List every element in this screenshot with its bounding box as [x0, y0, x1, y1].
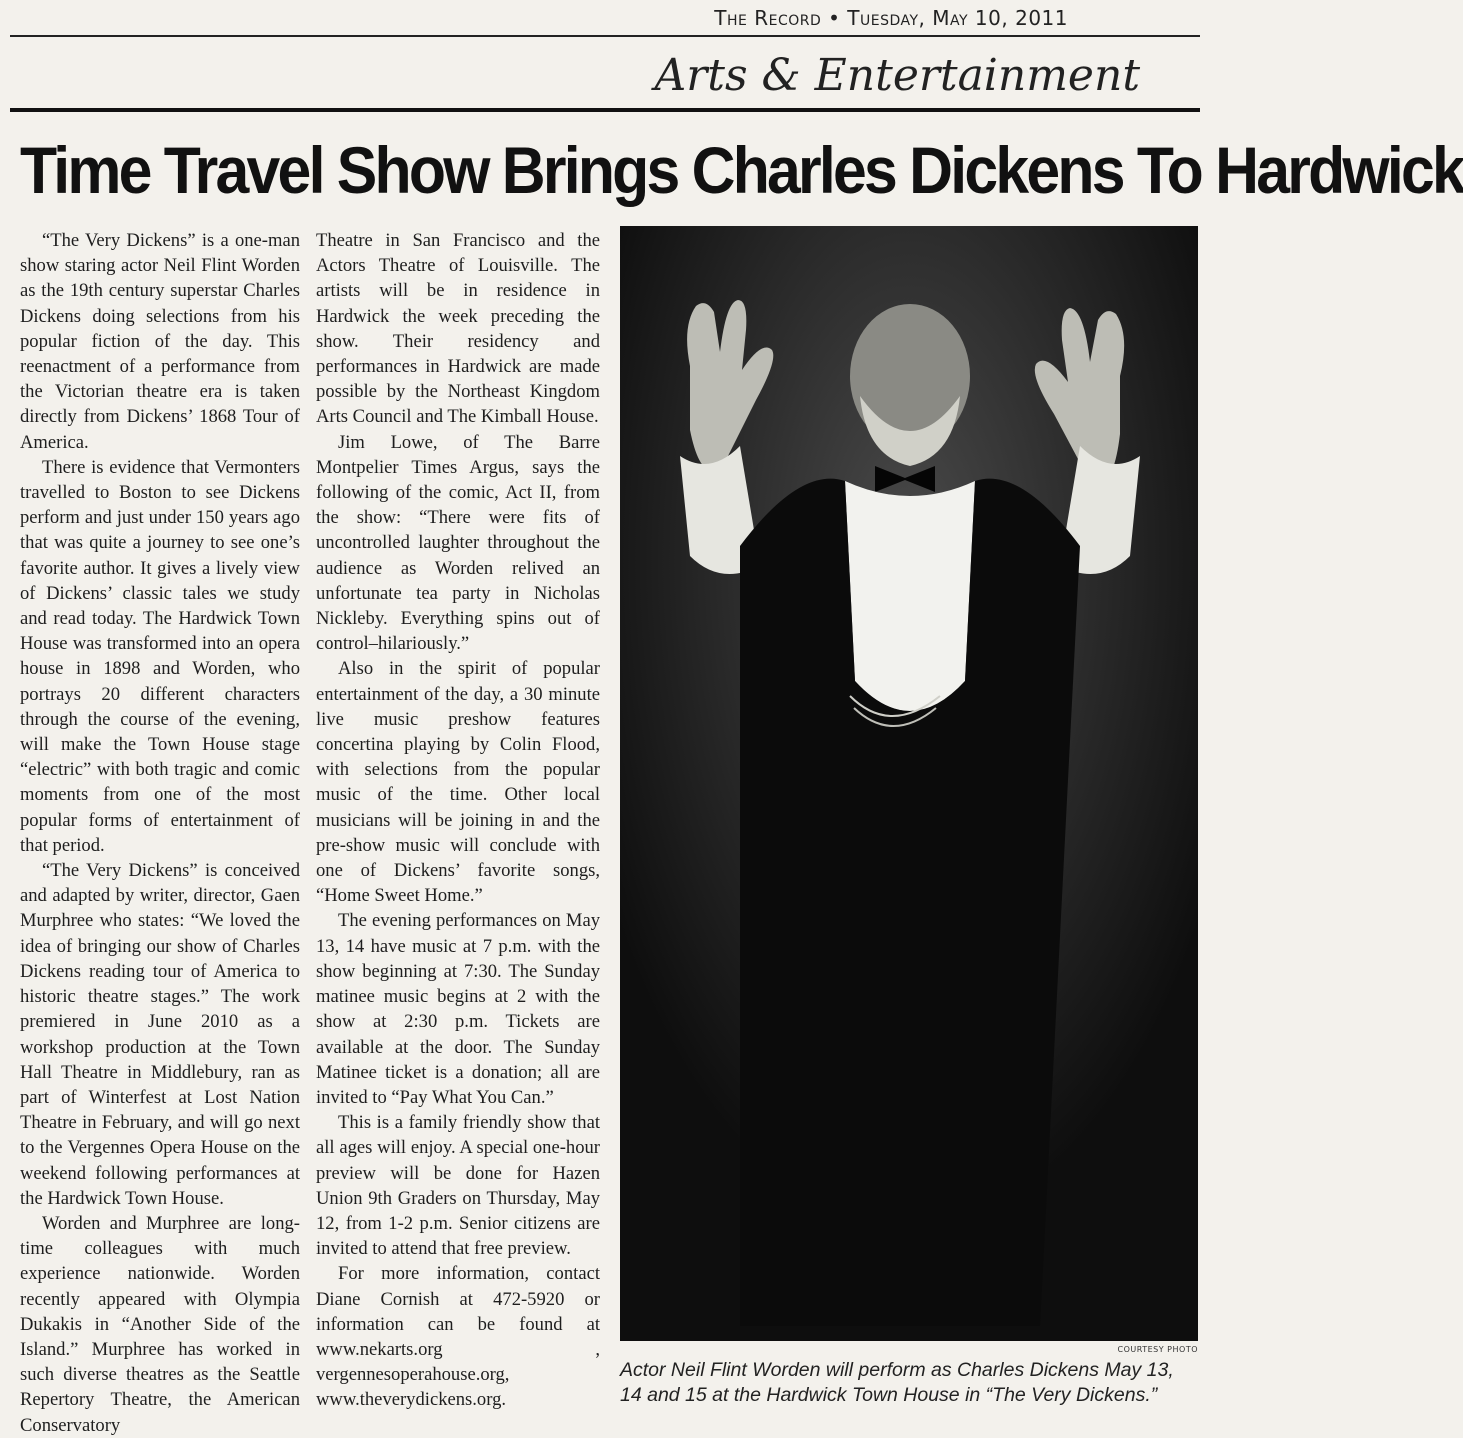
paragraph: The evening performances on May 13, 14 have music at 7 p.m. with the show beginning at 7:30. The Sunday matinee music begins at 2 with the show at 2:30 p.m. Tickets are available at the door. The Sunday Matinee ticket is a donation; all are invited to “Pay What You Can.”	[316, 910, 600, 1108]
paragraph: “The Very Dickens” is conceived and adapted by writer, director, Gaen Murphree who states: “We loved the idea of bringing our show of Charles Dickens reading tour of America to historic theatre stages.” The work premiered in June 2010 as a workshop production at the Town Hall Theatre in Middlebury, ran as part of Winterfest at Lost Nation Theatre in February, and will go next to the Vergennes Opera House on the weekend following performances at the Hardwick Town House.	[20, 860, 300, 1209]
performer-illustration	[620, 226, 1198, 1341]
article-column-1	[20, 228, 300, 1438]
paragraph: Also in the spirit of popular entertainment of the day, a 30 minute live music preshow features concertina playing by Colin Flood, with selections from the popular music of the time. Other local musicians will be joining in and the pre-show music will conclude with one of Dickens’ favorite songs, “Home Sweet Home.”	[316, 658, 600, 907]
performer-photo	[620, 226, 1198, 1341]
dateline: The Record • Tuesday, May 10, 2011	[714, 6, 1068, 30]
masthead-rule	[10, 35, 1200, 37]
paragraph: Theatre in San Francisco and the Actors Theatre of Louisville. The artists will be in residence in Hardwick the week preceding the show. Their residency and performances in Hardwick are made possible by the Northeast Kingdom Arts Council and The Kimball House.	[316, 230, 600, 428]
paragraph: For more information, contact Diane Cornish at 472-5920 or information can be found at www.nekarts.org , vergennesoperahouse.org, www.theverydickens.org.	[316, 1263, 600, 1411]
photo-caption: Actor Neil Flint Worden will perform as Charles Dickens May 13, 14 and 15 at the Hardwick Town House in “The Very Dickens.”	[620, 1359, 1174, 1406]
paragraph: This is a family friendly show that all ages will enjoy. A special one-hour preview will be done for Hazen Union 9th Graders on Thursday, May 12, from 1-2 p.m. Senior citizens are invited to attend that free preview.	[316, 1112, 600, 1260]
section-rule	[10, 108, 1200, 112]
paragraph: Worden and Murphree are long-time colleagues with much experience nationwide. Worden recently appeared with Olympia Dukakis in “Another Side of the Island.” Murphree has worked in such diverse theatres as the Seattle Repertory Theatre, the American Conservatory	[20, 1212, 300, 1436]
masthead	[0, 0, 1200, 40]
paragraph: Jim Lowe, of The Barre Montpelier Times Argus, says the following of the comic, Act II, from the show: “There were fits of uncontrolled laughter throughout the audience as Worden relived an unfortunate tea party in Nicholas Nickleby. Everything spins out of control–hilariously.”	[316, 431, 600, 655]
section-header	[0, 42, 1200, 112]
headline: Time Travel Show Brings Charles Dickens To Hardwick	[20, 133, 1463, 207]
section-title: Arts & Entertainment	[654, 50, 1140, 101]
paragraph: There is evidence that Vermonters travelled to Boston to see Dickens perform and just under 150 years ago that was quite a journey to see one’s favorite author. It gives a lively view of Dickens’ classic tales we study and read today. The Hardwick Town House was transformed into an opera house in 1898 and Worden, who portrays 20 different characters through the course of the evening, will make the Town House stage “electric” with both tragic and comic moments from one of the most popular forms of entertainment of that period.	[20, 456, 300, 856]
paragraph: “The Very Dickens” is a one-man show staring actor Neil Flint Worden as the 19th century superstar Charles Dickens doing selections from his popular fiction of the day. This reenactment of a performance from the Victorian theatre era is taken directly from Dickens’ 1868 Tour of America.	[20, 230, 300, 453]
article-column-2	[316, 228, 600, 1413]
photo-credit: COURTESY PHOTO	[1117, 1345, 1198, 1354]
